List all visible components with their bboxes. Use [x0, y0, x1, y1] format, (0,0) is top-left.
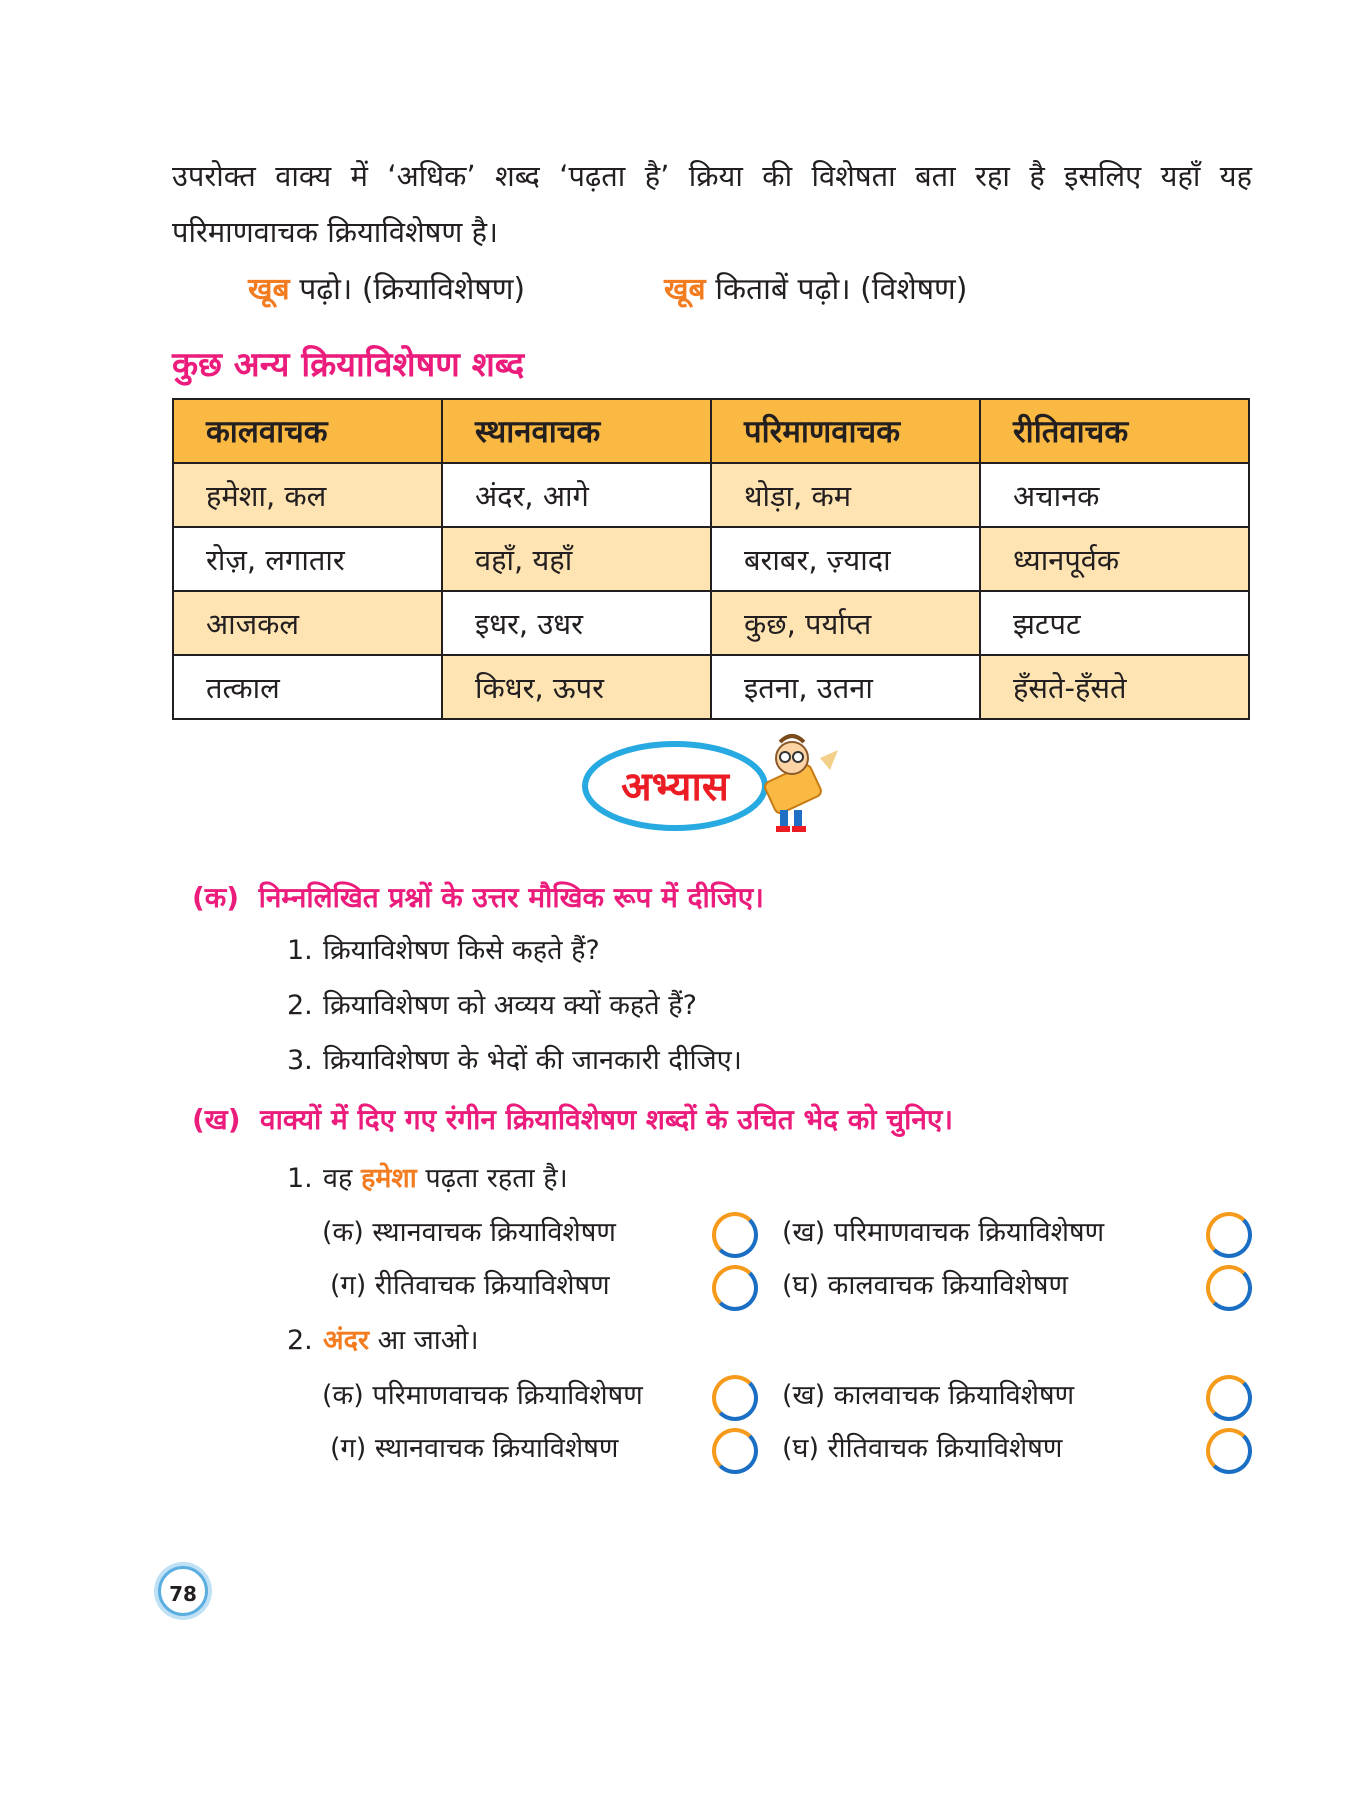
option-label: (घ) कालवाचक क्रियाविशेषण	[782, 1270, 1068, 1301]
part-a-heading	[192, 878, 764, 916]
option-label: (ख) कालवाचक क्रियाविशेषण	[782, 1380, 1075, 1411]
question-number: 2.	[287, 990, 313, 1021]
highlighted-word: अंदर	[323, 1325, 370, 1356]
table-cell: हँसते-हँसते	[980, 655, 1249, 719]
question-item	[287, 930, 600, 967]
option-label: (क) परिमाणवाचक क्रियाविशेषण	[322, 1380, 643, 1411]
answer-radio[interactable]	[712, 1265, 758, 1311]
pencil-boy-icon	[763, 736, 838, 832]
table-header: रीतिवाचक	[980, 399, 1249, 463]
table-cell: कुछ, पर्याप्त	[711, 591, 980, 655]
table-cell: इधर, उधर	[442, 591, 711, 655]
exercise-title: अभ्यास	[621, 764, 729, 810]
table-row	[173, 463, 1249, 527]
answer-radio[interactable]	[712, 1212, 758, 1258]
table-header: कालवाचक	[173, 399, 442, 463]
part-b-heading	[192, 1100, 953, 1138]
answer-radio[interactable]	[712, 1375, 758, 1421]
table-cell: हमेशा, कल	[173, 463, 442, 527]
question-item	[287, 985, 697, 1022]
example-text: पढ़ो। (क्रियाविशेषण)	[289, 272, 526, 307]
part-b-label: (ख)	[192, 1103, 241, 1136]
example-text: किताबें पढ़ो। (विशेषण)	[705, 272, 968, 307]
question-item	[287, 1040, 742, 1077]
adverb-table	[172, 398, 1250, 720]
section-heading: कुछ अन्य क्रियाविशेषण शब्द	[172, 345, 525, 385]
table-row	[173, 655, 1249, 719]
intro-paragraph: उपरोक्त वाक्य में ‘अधिक’ शब्द ‘पढ़ता है’ क्रिया की विशेषता बता रहा है इसलिए यहाँ यह परिमाणवाचक क्रियाविशेषण है।	[172, 159, 1252, 249]
option-label: (ग) रीतिवाचक क्रियाविशेषण	[330, 1270, 610, 1301]
question-text: पढ़ता रहता है।	[416, 1163, 568, 1194]
table-cell: झटपट	[980, 591, 1249, 655]
exercise-logo	[580, 730, 850, 835]
answer-radio[interactable]	[1206, 1375, 1252, 1421]
table-cell: तत्काल	[173, 655, 442, 719]
table-header: स्थानवाचक	[442, 399, 711, 463]
mcq-question-2	[287, 1320, 479, 1357]
table-cell: थोड़ा, कम	[711, 463, 980, 527]
answer-radio[interactable]	[712, 1428, 758, 1474]
question-number: 2.	[287, 1325, 313, 1356]
table-cell: बराबर, ज़्यादा	[711, 527, 980, 591]
example-adjective	[664, 268, 967, 312]
table-header-row	[173, 399, 1249, 463]
question-text: आ जाओ।	[369, 1325, 479, 1356]
option-label: (क) स्थानवाचक क्रियाविशेषण	[322, 1217, 616, 1248]
example-adverb	[248, 268, 525, 312]
table-row	[173, 591, 1249, 655]
highlighted-word: हमेशा	[360, 1163, 417, 1194]
question-number: 1.	[287, 1163, 313, 1194]
part-b-instruction: वाक्यों में दिए गए रंगीन क्रियाविशेषण शब्दों के उचित भेद को चुनिए।	[260, 1103, 953, 1136]
answer-radio[interactable]	[1206, 1265, 1252, 1311]
table-cell: किधर, ऊपर	[442, 655, 711, 719]
part-a-label: (क)	[192, 881, 240, 914]
highlighted-word: खूब	[664, 272, 706, 307]
table-cell: ध्यानपूर्वक	[980, 527, 1249, 591]
answer-radio[interactable]	[1206, 1212, 1252, 1258]
question-text: क्रियाविशेषण को अव्यय क्यों कहते हैं?	[323, 990, 697, 1021]
table-cell: रोज़, लगातार	[173, 527, 442, 591]
option-label: (ख) परिमाणवाचक क्रियाविशेषण	[782, 1217, 1105, 1248]
part-a-instruction: निम्नलिखित प्रश्नों के उत्तर मौखिक रूप में दीजिए।	[258, 881, 764, 914]
table-cell: आजकल	[173, 591, 442, 655]
option-label: (ग) स्थानवाचक क्रियाविशेषण	[330, 1433, 619, 1464]
table-cell: अचानक	[980, 463, 1249, 527]
question-text: वह	[323, 1163, 361, 1194]
table-header: परिमाणवाचक	[711, 399, 980, 463]
table-cell: वहाँ, यहाँ	[442, 527, 711, 591]
question-text: क्रियाविशेषण किसे कहते हैं?	[323, 935, 600, 966]
question-number: 3.	[287, 1045, 313, 1076]
question-number: 1.	[287, 935, 313, 966]
table-row	[173, 527, 1249, 591]
highlighted-word: खूब	[248, 272, 290, 307]
mcq-question-1	[287, 1158, 568, 1195]
option-label: (घ) रीतिवाचक क्रियाविशेषण	[782, 1433, 1063, 1464]
page-number: 78	[158, 1566, 208, 1616]
question-text: क्रियाविशेषण के भेदों की जानकारी दीजिए।	[323, 1045, 742, 1076]
table-cell: अंदर, आगे	[442, 463, 711, 527]
answer-radio[interactable]	[1206, 1428, 1252, 1474]
table-cell: इतना, उतना	[711, 655, 980, 719]
